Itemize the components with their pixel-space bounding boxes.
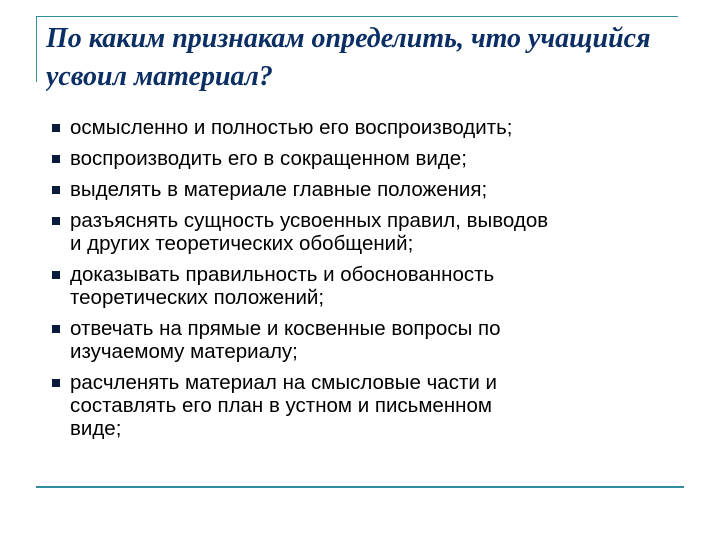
bullet-item bbox=[52, 317, 692, 363]
bullet-item bbox=[52, 209, 692, 255]
square-bullet-icon bbox=[52, 186, 60, 194]
square-bullet-icon bbox=[52, 217, 60, 225]
slide-title-line-2: усвоил материал? bbox=[46, 61, 273, 92]
square-bullet-icon bbox=[52, 155, 60, 163]
bullet-text-line: доказывать правильность и обоснованность bbox=[70, 263, 495, 286]
bullet-text-line: составлять его план в устном и письменном bbox=[70, 394, 492, 417]
bullet-item bbox=[52, 147, 692, 170]
bullet-item bbox=[52, 263, 692, 309]
bullet-text-line: осмысленно и полностью его воспроизводить; bbox=[70, 116, 513, 139]
bullet-text-line: виде; bbox=[70, 417, 122, 440]
left-rule bbox=[36, 16, 37, 82]
bullet-text-line: разъяснять сущность усвоенных правил, выводов bbox=[70, 209, 549, 232]
square-bullet-icon bbox=[52, 124, 60, 132]
square-bullet-icon bbox=[52, 325, 60, 333]
bullet-text-line: расчленять материал на смысловые части и bbox=[70, 371, 497, 394]
bullet-item bbox=[52, 116, 692, 139]
square-bullet-icon bbox=[52, 271, 60, 279]
bullet-item bbox=[52, 178, 692, 201]
bullet-text-line: изучаемому материалу; bbox=[70, 340, 298, 363]
slide-title bbox=[46, 20, 720, 96]
bullet-text-line: и других теоретических обобщений; bbox=[70, 232, 414, 255]
bullet-item bbox=[52, 371, 692, 440]
square-bullet-icon bbox=[52, 379, 60, 387]
bullet-text-line: теоретических положений; bbox=[70, 286, 325, 309]
bullet-text-line: выделять в материале главные положения; bbox=[70, 178, 488, 201]
slide-title-line-1: По каким признакам определить, что учащийся bbox=[46, 23, 651, 54]
top-rule bbox=[36, 16, 678, 17]
bottom-rule bbox=[36, 486, 684, 488]
bullet-list bbox=[52, 116, 692, 448]
bullet-text-line: отвечать на прямые и косвенные вопросы по bbox=[70, 317, 501, 340]
bullet-text-line: воспроизводить его в сокращенном виде; bbox=[70, 147, 467, 170]
